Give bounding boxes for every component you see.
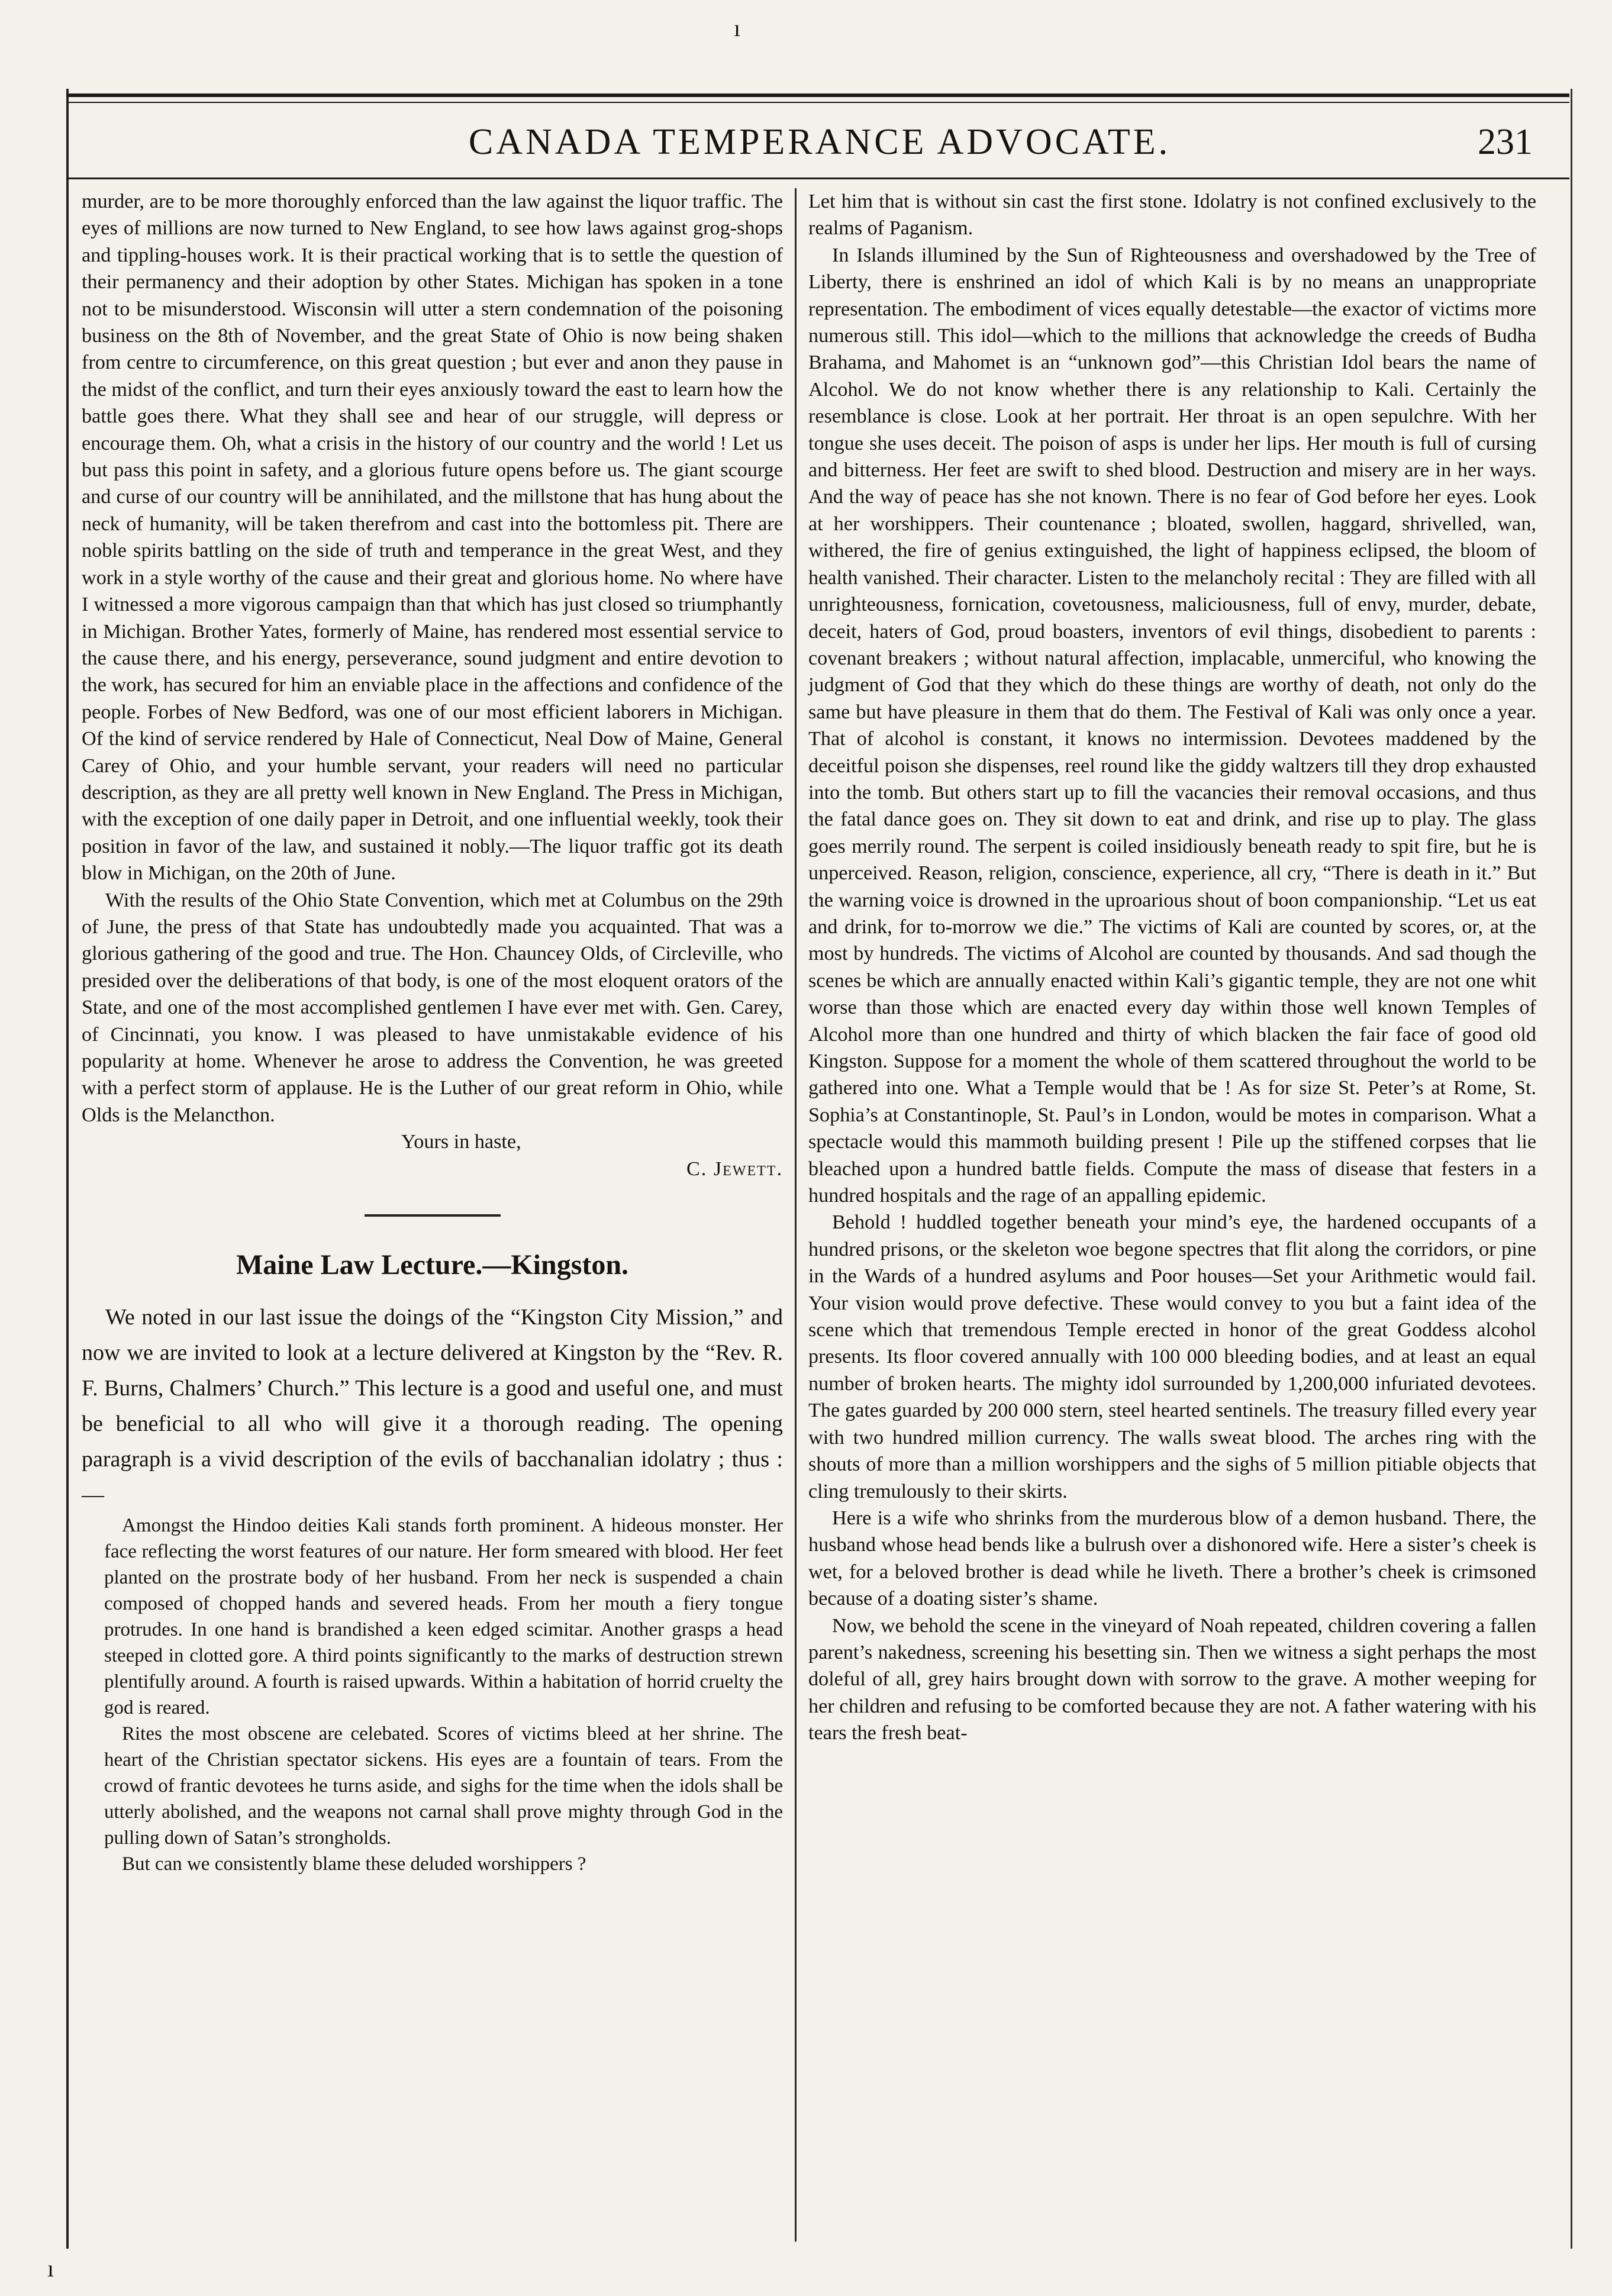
- masthead-title: CANADA TEMPERANCE ADVOCATE.: [468, 122, 1171, 162]
- right-column: [808, 188, 1536, 2247]
- article-paragraph: With the results of the Ohio State Convention, which met at Columbus on the 29th of June, the press of that State has undoubtedly made you acquainted. That was a glorious gathering of the good and true. The Hon. Chauncey Olds, of Circleville, who presided over the deliberations of that body, is one of the most eloquent orators of the State, and one of the most accomplished gentlemen I have ever met with. Gen. Carey, of Cincinnati, you know. I was pleased to have unmistakable evidence of his popularity at home. Whenever he arose to address the Convention, he was greeted with a perfect storm of applause. He is the Luther of our great reform in Ohio, while Olds is the Melancthon.: [82, 889, 783, 1126]
- top-double-rule: [66, 93, 1569, 97]
- article-paragraph: Here is a wife who shrinks from the murderous blow of a demon husband. There, the husband whose head bends like a bulrush over a dishonored wife. Here a sister’s cheek is wet, for a beloved brother is dead while he liveth. There a brother’s cheek is crimsoned because of a doating sister’s shame.: [808, 1507, 1536, 1610]
- article-paragraph: In Islands illumined by the Sun of Righteousness and overshadowed by the Tree of Liberty, there is enshrined an idol of which Kali is by no means an unappropriate representation. The embodiment of vices equally detestable—the exactor of victims more numerous still. This idol—which to the millions that acknowledge the creeds of Budha Brahama, and Mahomet is an “unknown god”—this Christian Idol bears the name of Alcohol. We do not know whether there is any relationship to Kali. Certainly the resemblance is close. Look at her portrait. Her throat is an open sepulchre. With her tongue she uses deceit. The poison of asps is under her lips. Her mouth is full of cursing and bitterness. Her feet are swift to shed blood. Destruction and misery are in her ways. And the way of peace has she not known. There is no fear of God before her eyes. Look at her worshippers. Their countenance ; bloated, swollen, haggard, shrivelled, wan, withered, the fire of genius extinguished, the light of happiness eclipsed, the bloom of health vanished. Their character. Listen to the melancholy recital : They are filled with all unrighteousness, fornication, covetousness, maliciousness, full of envy, murder, debate, deceit, haters of God, proud boasters, inventors of evil things, disobedient to parents : covenant breakers ; without natural affection, implacable, unmerciful, who knowing the judgment of God that they which do these things are worthy of death, not only do the same but have pleasure in them that do them. The Festival of Kali was only once a year. That of alcohol is constant, it knows no intermission. Devotees maddened by the deceitful poison she dispenses, reel round like the giddy waltzers till they drop exhausted into the tomb. But others start up to fill the vacancies their removal occasions, and thus the fatal dance goes on. They sit down to eat and drink, and rise up to play. The glass goes merrily round. The serpent is coiled insidiously beneath ready to spit fire, but he is unperceived. Reason, religion, conscience, experience, all cry, “There is death in it.” But the warning voice is drowned in the uproarious shout of boon companionship. “Let us eat and drink, for to-morrow we die.” The victims of Kali are counted by scores, or, at the most by hundreds. The victims of Alcohol are counted by thousands. And sad though the scenes be which are annually enacted within Kali’s gigantic temple, they are not one whit worse than those which are enacted every day within those well known Temples of Alcohol more than one hundred and thirty of which blacken the fair face of good old Kingston. Suppose for a moment the whole of them scattered throughout the world to be gathered into one. What a Temple would that be ! As for size St. Peter’s at Rome, St. Sophia’s at Constantinople, St. Paul’s in London, would be motes in comparison. What a spectacle would this mammoth building present ! Pile up the stiffened corpses that lie bleached upon a hundred battle fields. Compute the mass of disease that festers in a hundred hospitals and the rage of an appalling epidemic.: [808, 244, 1536, 1207]
- stray-mark: ı: [734, 15, 741, 41]
- article-paragraph: Behold ! huddled together beneath your mind’s eye, the hardened occupants of a hundred prisons, or the skeleton woe begone spectres that flit along the corridors, or pine in the Wards of a hundred asylums and Poor houses—Set your Arithmetic would fail. Your vision would prove defective. These would convey to you but a faint idea of the scene which that tremendous Temple erected in honor of the great Goddess alcohol presents. Its floor covered annually with 100 000 bleeding bodies, and at least an equal number of broken hearts. The mighty idol surrounded by 1,200,000 infuriated devotees. The gates guarded by 200 000 stern, steel hearted sentinels. The treasury filled every year with two hundred million currency. The walls sweat blood. The arches ring with the shouts of more than a million worshippers and the sighs of 5 million pitiable objects that cling tremulously to their skirts.: [808, 1211, 1536, 1502]
- block-quote: [104, 1513, 783, 1877]
- left-column: [82, 188, 783, 2247]
- masthead: [89, 121, 1550, 175]
- quote-paragraph: But can we consistently blame these deluded worshippers ?: [122, 1853, 586, 1875]
- article-paragraph: Let him that is without sin cast the first stone. Idolatry is not confined exclusively to the realms of Paganism.: [808, 191, 1536, 240]
- top-thin-rule: [66, 102, 1569, 103]
- section-separator: [365, 1214, 501, 1217]
- letter-signoff: Yours in haste,: [401, 1131, 521, 1153]
- article-paragraph: murder, are to be more thoroughly enforced than the law against the liquor traffic. The eyes of millions are now turned to New England, to see how laws against grog-shops and tippling-houses work. It is their practical working that is to settle the question of their permanency and their adoption by other States. Michigan has spoken in a tone not to be misunderstood. Wisconsin will utter a stern condemnation of the poisoning business on the 8th of November, and the great State of Ohio is now being shaken from centre to circumference, on this great question ; but ever and anon they pause in the midst of the conflict, and turn their eyes anxiously toward the east to learn how the battle goes there. What they shall see and hear of our struggle, will depress or encourage them. Oh, what a crisis in the history of our country and the world ! Let us but pass this point in safety, and a glorious future opens before us. The giant scourge and curse of our country will be annihilated, and the millstone that has hung about the neck of humanity, will be taken therefrom and cast into the bottomless pit. There are noble spirits battling on the side of truth and temperance in the great West, and they work in a style worthy of the cause and their great and glorious home. No where have I witnessed a more vigorous campaign than that which has just closed so triumphantly in Michigan. Brother Yates, formerly of Maine, has rendered most essential service to the cause there, and his energy, perseverance, sound judgment and entire devotion to the work, has secured for him an enviable place in the affections and confidence of the people. Forbes of New Bedford, was one of our most efficient laborers in Michigan. Of the kind of service rendered by Hale of Connecticut, Neal Dow of Maine, General Carey of Ohio, and your humble servant, your readers will need no particular description, as they are all pretty well known in New England. The Press in Michigan, with the exception of one daily paper in Detroit, and one influential weekly, took their position in favor of the law, and sustained it nobly.—The liquor traffic got its death blow in Michigan, on the 20th of June.: [82, 191, 783, 885]
- header-rule: [66, 178, 1569, 179]
- quote-paragraph: Rites the most obscene are celebated. Scores of victims bleed at her shrine. The heart of the Christian spectator sickens. His eyes are a fountain of tears. From the crowd of frantic devotees he turns aside, and sighs for the time when the idols shall be utterly abolished, and the weapons not carnal shall prove mighty through God in the pulling down of Satan’s strongholds.: [104, 1723, 783, 1849]
- corner-mark: ı: [47, 2255, 54, 2282]
- quote-paragraph: Amongst the Hindoo deities Kali stands forth prominent. A hideous monster. Her face reflecting the worst features of our nature. Her form smeared with blood. Her feet planted on the prostrate body of her husband. From her neck is suspended a chain composed of chopped hands and severed heads. From her mouth a fiery tongue protrudes. In one hand is brandished a keen edged scimitar. Another grasps a head steeped in clotted gore. A third points significantly to the marks of destruction strewn plentifully around. A fourth is raised upwards. Within a habitation of horrid cruelty the god is reared.: [104, 1515, 783, 1719]
- page-number: 231: [1478, 122, 1533, 162]
- article-paragraph: Now, we behold the scene in the vineyard of Noah repeated, children covering a fallen parent’s nakedness, screening his besetting sin. Then we witness a sight perhaps the most doleful of all, grey hairs brought down with sorrow to the grave. A mother weeping for her children and refusing to be comforted because they are not. A father watering with his tears the fresh beat-: [808, 1614, 1536, 1744]
- letter-signature: C. Jewett.: [686, 1157, 783, 1180]
- column-divider: [795, 188, 797, 2242]
- lead-paragraph: We noted in our last issue the doings of the “Kingston City Mission,” and now we are invited to look at a lecture delivered at Kingston by the “Rev. R. F. Burns, Chalmers’ Church.” This lecture is a good and useful one, and must be beneficial to all who will give it a thorough reading. The opening paragraph is a vivid description of the evils of bacchanalian idolatry ; thus :—: [82, 1305, 783, 1508]
- section-heading: Maine Law Lecture.—Kingston.: [236, 1249, 629, 1281]
